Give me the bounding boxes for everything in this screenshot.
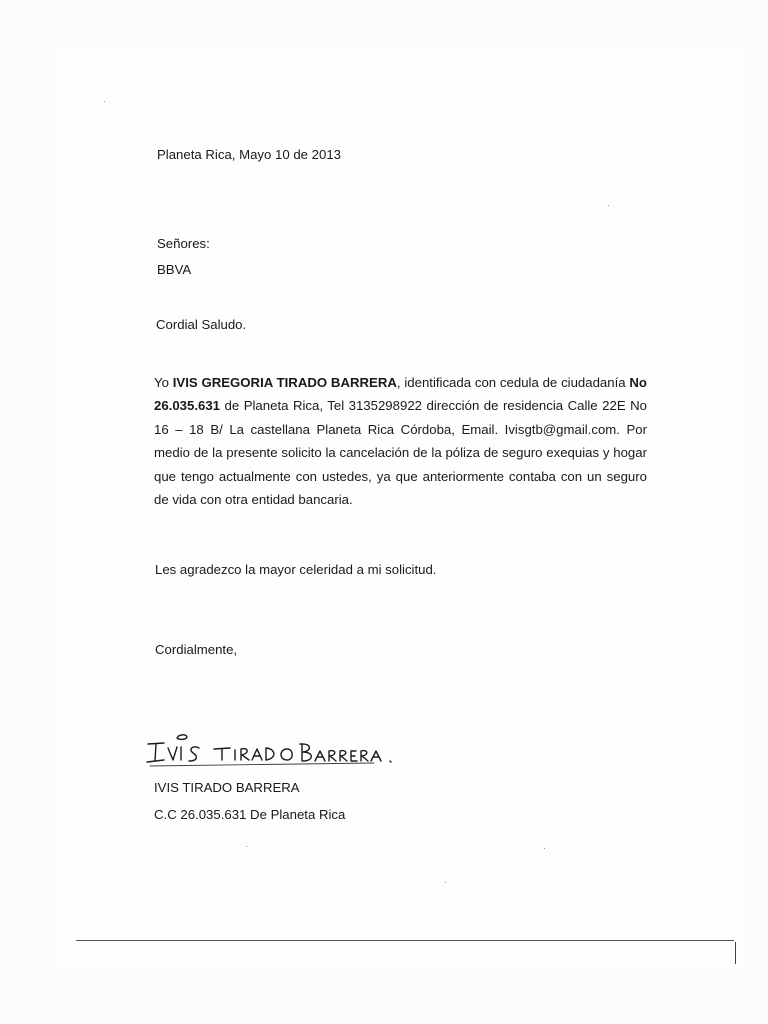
scan-speck — [544, 848, 545, 849]
scan-speck — [104, 101, 105, 102]
signer-name: IVIS TIRADO BARRERA — [154, 780, 300, 795]
body-request: de Planeta Rica, Tel 3135298922 dirección de residencia Calle 22E No 16 – 18 B/ La castellana Planeta Rica Córdoba, Email. Ivisgtb@gmail.com. Por medio de la presente solicito la cancelación de la póliza de seguro exequias y hogar que tengo actualmente con ustedes, ya que anteriormente contaba con un seguro de vida con otra entidad bancaria. — [154, 398, 647, 508]
date-line: Planeta Rica, Mayo 10 de 2013 — [157, 147, 342, 162]
body-intro: Yo — [154, 375, 173, 390]
requester-name: IVIS GREGORIA TIRADO BARRERA — [172, 375, 397, 390]
handwritten-signature — [142, 731, 412, 775]
greeting: Cordial Saludo. — [156, 317, 247, 332]
recipient: BBVA — [157, 262, 192, 277]
letter-body — [154, 371, 647, 511]
salutation-to: Señores: — [157, 236, 210, 251]
page-edge-mark — [735, 942, 736, 964]
closing-line: Cordialmente, — [155, 642, 238, 657]
scan-speck — [445, 882, 446, 883]
page-bottom-rule — [76, 940, 734, 941]
body-identification: , identificada con cedula de ciudadanía — [396, 375, 630, 390]
signer-id: C.C 26.035.631 De Planeta Rica — [154, 807, 346, 822]
scan-speck — [608, 205, 609, 206]
requester-id: No 26.035.631 — [154, 375, 647, 414]
thanks-line: Les agradezco la mayor celeridad a mi solicitud. — [155, 562, 437, 577]
scan-speck — [246, 846, 247, 847]
